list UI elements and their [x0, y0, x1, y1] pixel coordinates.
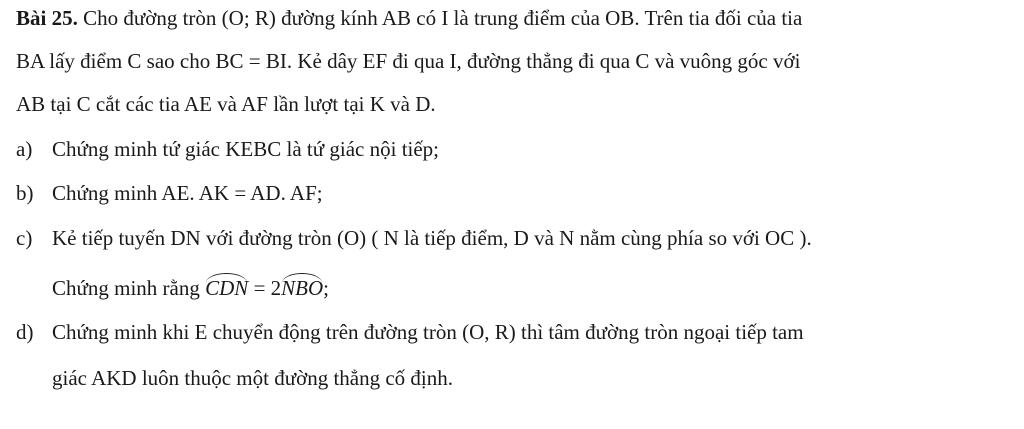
part-b-text: Chứng minh AE. AK = AD. AF;: [52, 181, 323, 205]
part-c: [16, 226, 812, 251]
part-d: [16, 320, 804, 345]
part-a-label: a): [16, 137, 33, 161]
part-d-line-2: giác AKD luôn thuộc một đường thẳng cố định.: [52, 366, 454, 390]
part-a-text: Chứng minh tứ giác KEBC là tứ giác nội tiếp;: [52, 137, 440, 161]
angle-cdn: CDN: [205, 276, 249, 300]
intro-text-1: Cho đường tròn (O; R) đường kính AB có I là trung điểm của OB. Trên tia đối của tia: [83, 6, 803, 30]
part-c-line-2: [52, 276, 329, 301]
part-c-text: Kẻ tiếp tuyến DN với đường tròn (O) ( N là tiếp điểm, D và N nằm cùng phía so với OC ).: [52, 226, 812, 250]
part-c-equals: = 2: [248, 276, 282, 300]
part-d-label: d): [16, 320, 34, 344]
part-d-text: Chứng minh khi E chuyển động trên đường tròn (O, R) thì tâm đường tròn ngoại tiếp tam: [52, 320, 804, 344]
part-c-line2-suffix: ;: [323, 276, 329, 300]
part-b: [16, 181, 323, 206]
intro-line-2: BA lấy điểm C sao cho BC = BI. Kẻ dây EF đi qua I, đường thẳng đi qua C và vuông góc với: [16, 49, 801, 73]
intro-line-3: AB tại C cắt các tia AE và AF lần lượt tại K và D.: [16, 92, 436, 116]
intro-line-1: [16, 6, 802, 31]
angle-nbo: NBO: [281, 276, 324, 300]
part-b-label: b): [16, 181, 34, 205]
part-c-line2-prefix: Chứng minh rằng: [52, 276, 206, 300]
part-c-label: c): [16, 226, 33, 250]
problem-heading: Bài 25.: [16, 6, 78, 30]
part-a: [16, 137, 439, 162]
